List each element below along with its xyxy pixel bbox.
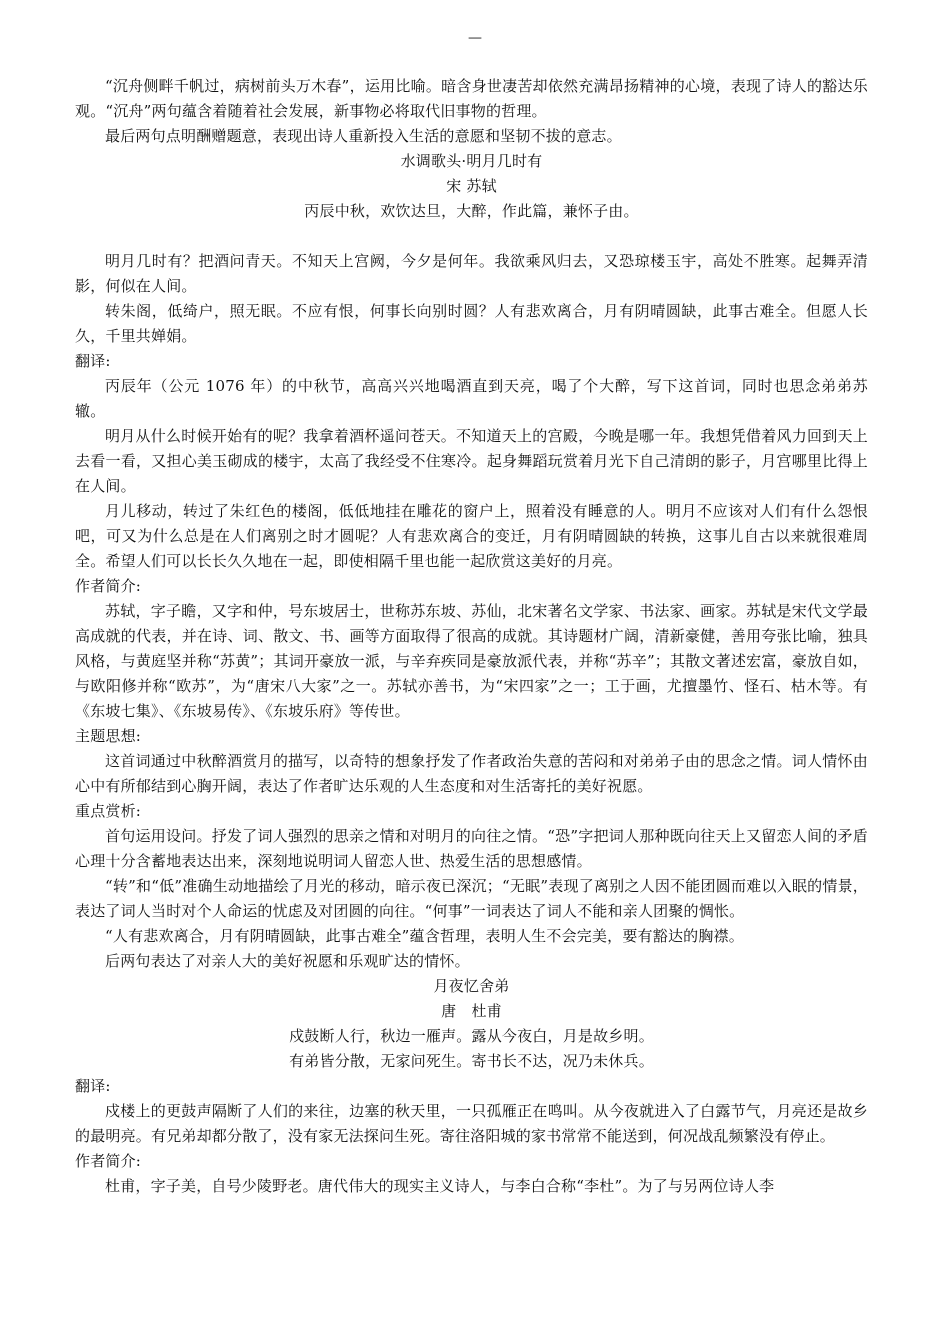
centered-line: 戍鼓断人行，秋边一雁声。露从今夜白，月是故乡明。 bbox=[289, 1027, 654, 1045]
section-label: 作者简介: bbox=[75, 577, 142, 595]
section-label: 主题思想: bbox=[75, 727, 142, 745]
paragraph: 明月几时有？把酒问青天。不知天上宫阙，今夕是何年。我欲乘风归去，又恐琼楼玉宇，高处不胜寒。起舞弄清影，何似在人间。 bbox=[75, 252, 868, 295]
section-label: 翻译: bbox=[75, 1077, 111, 1095]
centered-line: 水调歌头·明月几时有 bbox=[400, 152, 543, 170]
centered-line: 宋 苏轼 bbox=[446, 177, 497, 195]
page-number-mark: — bbox=[468, 30, 482, 46]
centered-line: 月夜忆舍弟 bbox=[433, 977, 510, 995]
paragraph: 首句运用设问。抒发了词人强烈的思亲之情和对明月的向往之情。“恐”字把词人那种既向往天上又留恋人间的矛盾心理十分含蓄地表达出来，深刻地说明词人留恋人世、热爱生活的思想感情。 bbox=[75, 827, 868, 870]
document-body bbox=[75, 74, 868, 1199]
paragraph: “人有悲欢离合，月有阴晴圆缺，此事古难全”蕴含哲理，表明人生不会完美，要有豁达的胸襟。 bbox=[105, 927, 744, 945]
paragraph: 明月从什么时候开始有的呢？我拿着酒杯遥问苍天。不知道天上的宫殿，今晚是哪一年。我想凭借着风力回到天上去看一看，又担心美玉砌成的楼宇，太高了我经受不住寒冷。起身舞蹈玩赏着月光下自己清朗的影子，月宫哪里比得上在人间。 bbox=[75, 427, 868, 495]
paragraph: 月儿移动，转过了朱红色的楼阁，低低地挂在雕花的窗户上，照着没有睡意的人。明月不应该对人们有什么怨恨吧，可又为什么总是在人们离别之时才圆呢？人有悲欢离合的变迁，月有阴晴圆缺的转换，这事儿自古以来就很难周全。希望人们可以长长久久地在一起，即使相隔千里也能一起欣赏这美好的月亮。 bbox=[75, 502, 868, 570]
section-label: 作者简介: bbox=[75, 1152, 142, 1170]
paragraph: 丙辰年（公元 1076 年）的中秋节，高高兴兴地喝酒直到天亮，喝了个大醉，写下这首词，同时也思念弟弟苏辙。 bbox=[75, 377, 868, 420]
paragraph: 后两句表达了对亲人大的美好祝愿和乐观旷达的情怀。 bbox=[105, 952, 470, 970]
paragraph: 转朱阁，低绮户，照无眠。不应有恨，何事长向别时圆？人有悲欢离合，月有阴晴圆缺，此事古难全。但愿人长久，千里共婵娟。 bbox=[75, 302, 868, 345]
centered-line: 唐 杜甫 bbox=[441, 1002, 502, 1020]
paragraph: “转”和“低”准确生动地描绘了月光的移动，暗示夜已深沉；“无眠”表现了离别之人因不能团圆而难以入眠的情景，表达了词人当时对个人命运的忧虑及对团圆的向往。“何事”一词表达了词人不能和亲人团聚的惆怅。 bbox=[75, 877, 868, 920]
centered-line: 丙辰中秋，欢饮达旦，大醉，作此篇，兼怀子由。 bbox=[304, 202, 639, 220]
paragraph: 最后两句点明酬赠题意，表现出诗人重新投入生活的意愿和坚韧不拔的意志。 bbox=[105, 127, 622, 145]
blank-line bbox=[75, 224, 868, 249]
section-label: 重点赏析: bbox=[75, 802, 142, 820]
section-label: 翻译: bbox=[75, 352, 111, 370]
paragraph: “沉舟侧畔千帆过，病树前头万木春”，运用比喻。暗含身世凄苦却依然充满昂扬精神的心境，表现了诗人的豁达乐观。“沉舟”两句蕴含着随着社会发展，新事物必将取代旧事物的哲理。 bbox=[75, 77, 868, 120]
paragraph: 杜甫，字子美，自号少陵野老。唐代伟大的现实主义诗人，与李白合称“李杜”。为了与另两位诗人李 bbox=[105, 1177, 775, 1195]
paragraph: 这首词通过中秋醉酒赏月的描写，以奇特的想象抒发了作者政治失意的苦闷和对弟弟子由的思念之情。词人情怀由心中有所郁结到心胸开阔，表达了作者旷达乐观的人生态度和对生活寄托的美好祝愿。 bbox=[75, 752, 868, 795]
centered-line: 有弟皆分散，无家问死生。寄书长不达，况乃未休兵。 bbox=[289, 1052, 654, 1070]
paragraph: 苏轼，字子瞻，又字和仲，号东坡居士，世称苏东坡、苏仙，北宋著名文学家、书法家、画家。苏轼是宋代文学最高成就的代表，并在诗、词、散文、书、画等方面取得了很高的成就。其诗题材广阔，清新豪健，善用夸张比喻，独具风格，与黄庭坚并称“苏黄”；其词开豪放一派，与辛弃疾同是豪放派代表，并称“苏辛”；其散文著述宏富，豪放自如，与欧阳修并称“欧苏”，为“唐宋八大家”之一。苏轼亦善书，为“宋四家”之一；工于画，尤擅墨竹、怪石、枯木等。有《东坡七集》、《东坡易传》、《东坡乐府》等传世。 bbox=[75, 602, 868, 720]
paragraph: 戍楼上的更鼓声隔断了人们的来往，边塞的秋天里，一只孤雁正在鸣叫。从今夜就进入了白露节气，月亮还是故乡的最明亮。有兄弟却都分散了，没有家无法探问生死。寄往洛阳城的家书常常不能送到，何况战乱频繁没有停止。 bbox=[75, 1102, 868, 1145]
